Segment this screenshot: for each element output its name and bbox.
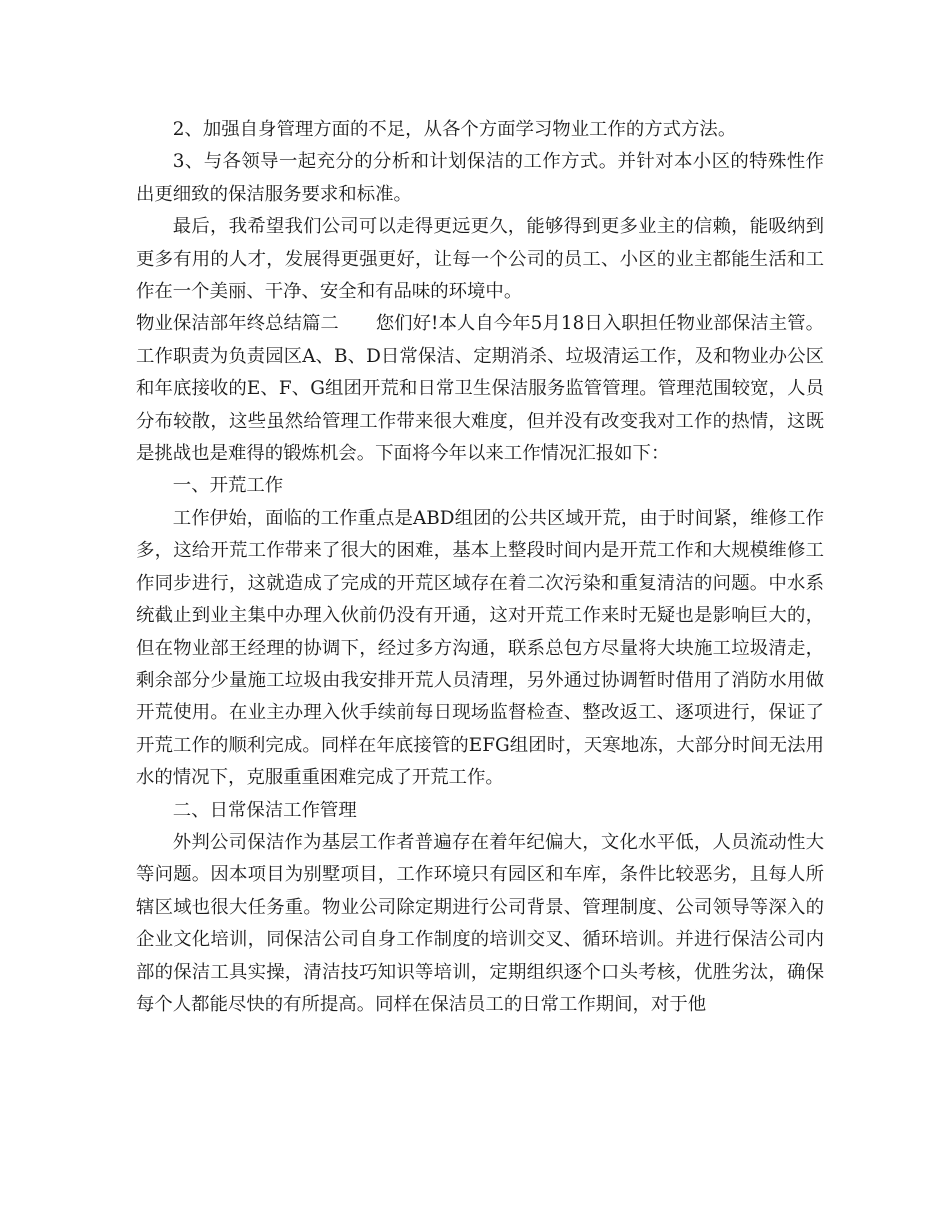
paragraph-section-two-intro: 物业保洁部年终总结篇二 您们好!本人自今年5月18日入职担任物业部保洁主管。工作职责为负责园区A、B、D日常保洁、定期消杀、垃圾清运工作，及和物业办公区和年底接收的E、F、G组团开荒和日常卫生保洁服务监管管理。管理范围较宽，人员分布较散，这些虽然给管理工作带来很大难度，但并没有改变我对工作的热情，这既是挑战也是难得的锻炼机会。下面将今年以来工作情况汇报如下： — [136, 313, 824, 465]
paragraph-item-2: 2、加强自身管理方面的不足，从各个方面学习物业工作的方式方法。 — [172, 119, 737, 140]
document-body — [136, 114, 824, 1021]
section-heading-daily-cleaning: 二、日常保洁工作管理 — [172, 799, 357, 821]
paragraph-daily-cleaning: 外判公司保洁作为基层工作者普遍存在着年纪偏大，文化水平低，人员流动性大等问题。因本项目为别墅项目，工作环境只有园区和车库，条件比较恶劣，且每人所辖区域也很大任务重。物业公司除定期进行公司背景、管理制度、公司领导等深入的企业文化培训，同保洁公司自身工作制度的培训交叉、循环培训。并进行保洁公司内部的保洁工具实操，清洁技巧知识等培训，定期组织逐个口头考核，优胜劣汰，确保每个人都能尽快的有所提高。同样在保洁员工的日常工作期间，对于他 — [136, 831, 824, 1015]
paragraph-conclusion: 最后，我希望我们公司可以走得更远更久，能够得到更多业主的信赖，能吸纳到更多有用的人才，发展得更强更好，让每一个公司的员工、小区的业主都能生活和工作在一个美丽、干净、安全和有品味的环境中。 — [136, 216, 824, 303]
section-heading-land-clearing: 一、开荒工作 — [172, 475, 284, 497]
paragraph-item-3: 3、与各领导一起充分的分析和计划保洁的工作方式。并针对本小区的特殊性作出更细致的保洁服务要求和标准。 — [136, 151, 824, 205]
paragraph-land-clearing: 工作伊始，面临的工作重点是ABD组团的公共区域开荒，由于时间紧，维修工作多，这给开荒工作带来了很大的困难，基本上整段时间内是开荒工作和大规模维修工作同步进行，这就造成了完成的开荒区域存在着二次污染和重复清洁的问题。中水系统截止到业主集中办理入伙前仍没有开通，这对开荒工作来时无疑也是影响巨大的，但在物业部王经理的协调下，经过多方沟通，联系总包方尽量将大块施工垃圾清走，剩余部分少量施工垃圾由我安排开荒人员清理，另外通过协调暂时借用了消防水用做开荒使用。在业主办理入伙手续前每日现场监督检查、整改返工、逐项进行，保证了开荒工作的顺利完成。同样在年底接管的EFG组团时，天寒地冻，大部分时间无法用水的情况下，克服重重困难完成了开荒工作。 — [136, 507, 824, 789]
